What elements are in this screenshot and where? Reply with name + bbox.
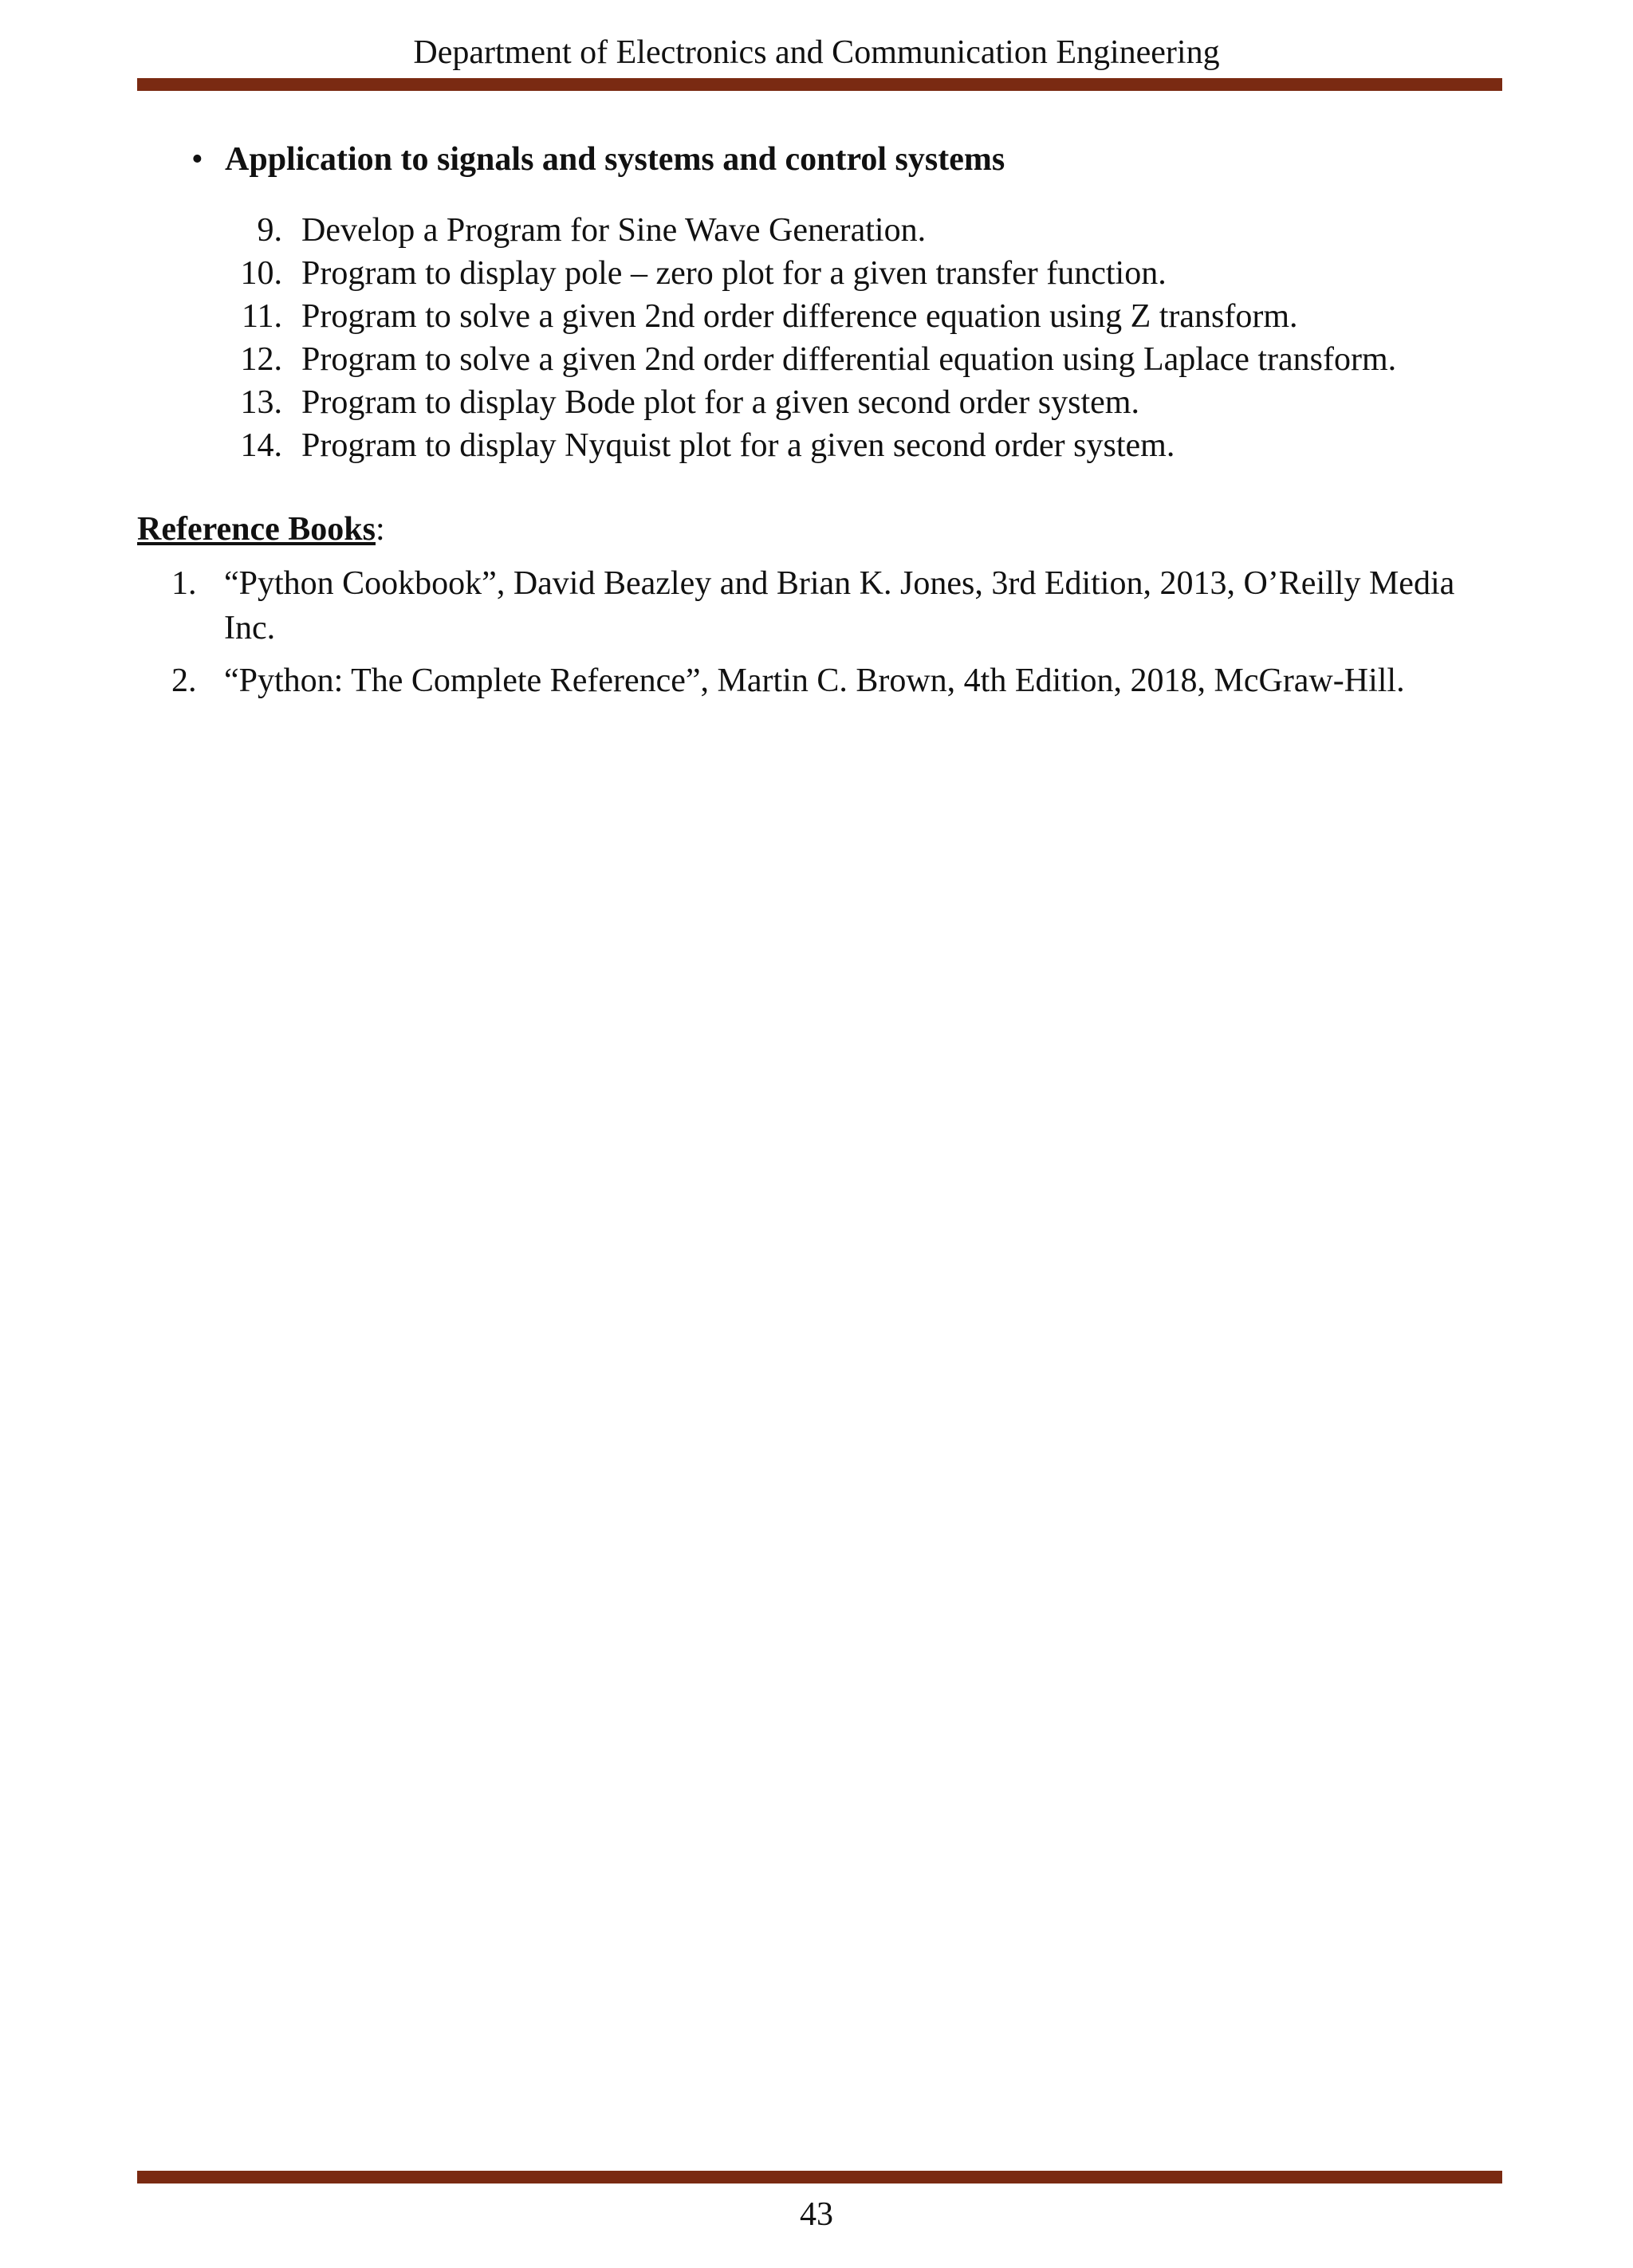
item-text: “Python Cookbook”, David Beazley and Brian K. Jones, 3rd Edition, 2013, O’Reilly Media Inc. <box>224 565 1455 647</box>
section-heading <box>191 137 1005 182</box>
page-header-title: Department of Electronics and Communication Engineering <box>413 34 1220 71</box>
item-number: 13. <box>240 384 282 421</box>
list-item <box>171 561 1511 651</box>
item-text: Program to solve a given 2nd order differential equation using Laplace transform. <box>301 341 1397 378</box>
item-text: Program to display pole – zero plot for a given transfer function. <box>301 255 1167 292</box>
reference-books-heading <box>137 507 385 552</box>
list-item <box>231 338 1396 381</box>
reference-books-colon: : <box>375 511 385 548</box>
list-item <box>231 252 1396 295</box>
list-item <box>231 424 1396 467</box>
section-heading-text: Application to signals and systems and control systems <box>225 141 1005 178</box>
item-number: 10. <box>240 255 282 292</box>
item-number: 14. <box>240 427 282 464</box>
item-text: Program to display Nyquist plot for a given second order system. <box>301 427 1175 464</box>
item-number: 12. <box>240 341 282 378</box>
item-number: 2. <box>171 662 197 699</box>
reference-books-label: Reference Books <box>137 511 376 548</box>
item-text: “Python: The Complete Reference”, Martin C. Brown, 4th Edition, 2018, McGraw-Hill. <box>224 662 1405 699</box>
list-item <box>231 295 1396 338</box>
reference-list <box>171 561 1511 711</box>
item-number: 11. <box>242 298 282 335</box>
page-number: 43 <box>800 2196 833 2233</box>
item-text: Develop a Program for Sine Wave Generation. <box>301 212 927 249</box>
item-text: Program to display Bode plot for a given second order system. <box>301 384 1139 421</box>
header-divider <box>137 78 1502 91</box>
item-number: 9. <box>257 212 282 249</box>
item-text: Program to solve a given 2nd order difference equation using Z transform. <box>301 298 1298 335</box>
item-number: 1. <box>171 565 197 602</box>
list-item <box>231 381 1396 424</box>
bullet-icon: • <box>191 141 203 178</box>
list-item <box>171 658 1511 703</box>
program-list <box>231 209 1396 467</box>
list-item <box>231 209 1396 252</box>
footer-divider <box>137 2171 1502 2183</box>
